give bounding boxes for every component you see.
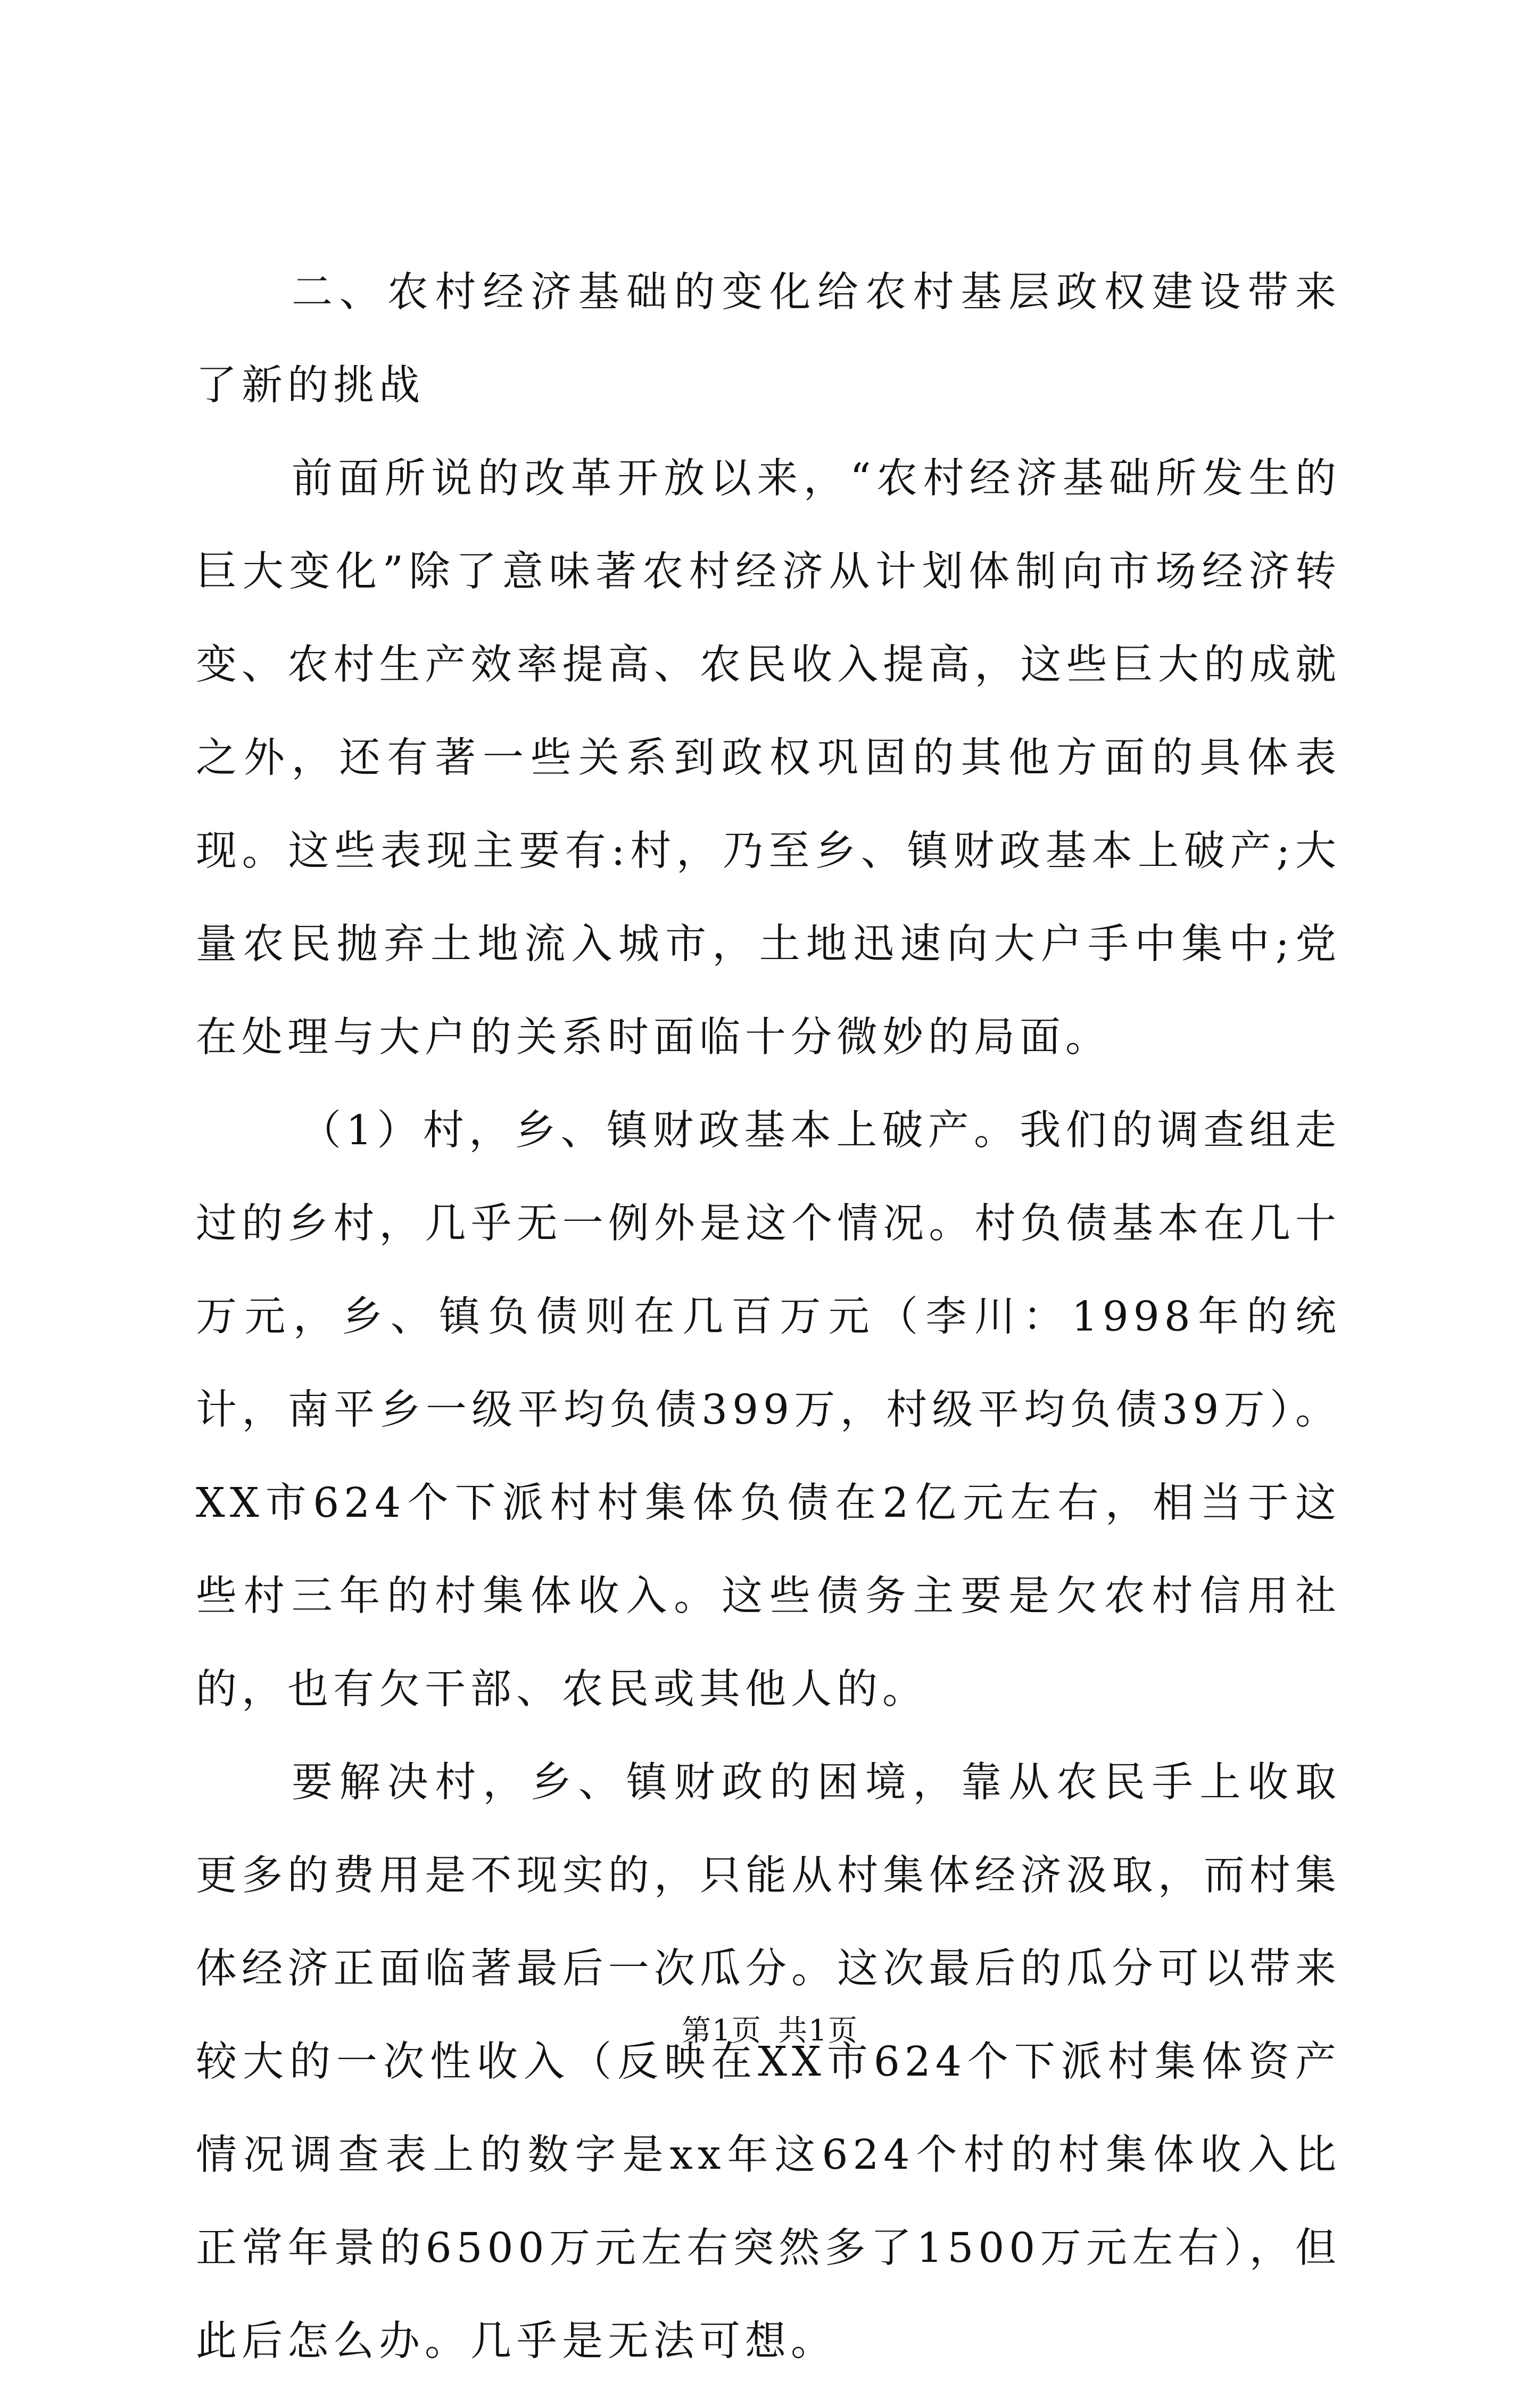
document-body bbox=[196, 246, 1341, 2388]
page-total: 共1页 bbox=[778, 2013, 858, 2047]
page-footer bbox=[0, 2012, 1540, 2049]
paragraph-solution: 要解决村，乡、镇财政的困境，靠从农民手上收取更多的费用是不现实的，只能从村集体经济汲取，而村集体经济正面临著最后一次瓜分。这次最后的瓜分可以带来较大的一次性收入（反映在XX市624个下派村集体资产情况调查表上的数字是xx年这624个村的村集体收入比正常年景的6500万元左右突然多了1500万元左右），但此后怎么办。几乎是无法可想。 bbox=[196, 1759, 1341, 2365]
page-number: 第1页 bbox=[682, 2013, 762, 2047]
paragraph-intro: 前面所说的改革开放以来，“农村经济基础所发生的巨大变化”除了意味著农村经济从计划体制向市场经济转变、农村生产效率提高、农民收入提高，这些巨大的成就之外，还有著一些关系到政权巩固的其他方面的具体表现。这些表现主要有:村，乃至乡、镇财政基本上破产;大量农民抛弃土地流入城市，土地迅速向大户手中集中;党在处理与大户的关系时面临十分微妙的局面。 bbox=[196, 455, 1341, 1061]
section-heading: 二、农村经济基础的变化给农村基层政权建设带来了新的挑战 bbox=[196, 269, 1341, 409]
paragraph-finance-bankruptcy: （1）村，乡、镇财政基本上破产。我们的调查组走过的乡村，几乎无一例外是这个情况。村负债基本在几十万元，乡、镇负债则在几百万元（李川：1998年的统计，南平乡一级平均负债399万，村级平均负债39万）。XX市624个下派村村集体负债在2亿元左右，相当于这些村三年的村集体收入。这些债务主要是欠农村信用社的，也有欠干部、农民或其他人的。 bbox=[196, 1107, 1341, 1713]
